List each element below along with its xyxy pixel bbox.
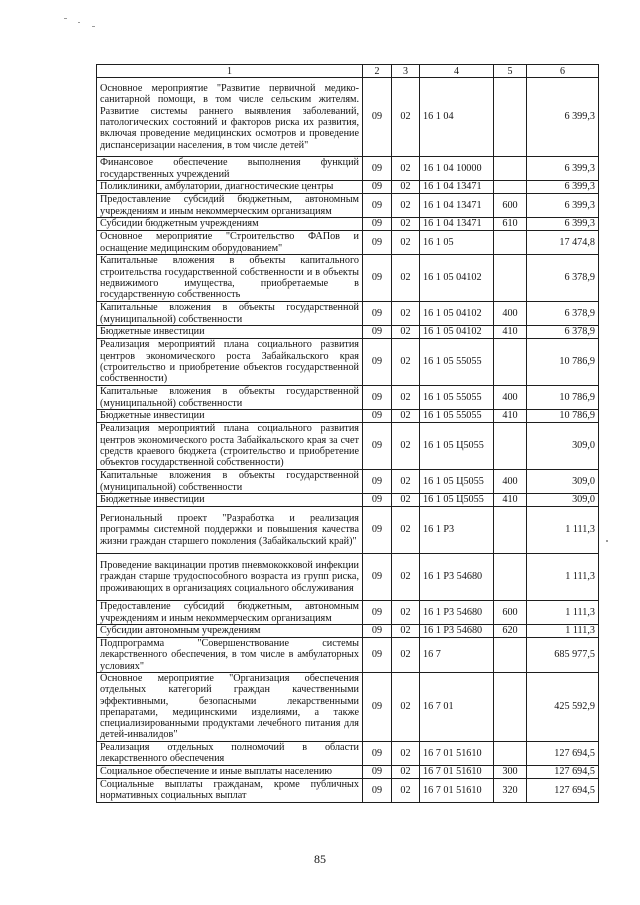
row-section-cell: 09 [363,410,392,423]
row-target-article-cell: 16 1 04 [420,78,494,157]
row-name-cell: Основное мероприятие "Строительство ФАПов и оснащение медицинским оборудованием" [97,231,363,255]
row-name-cell: Социальные выплаты гражданам, кроме публичных нормативных социальных выплат [97,778,363,802]
table-row [97,470,599,494]
row-amount-cell: 685 977,5 [527,638,599,673]
row-section-cell: 09 [363,494,392,507]
row-target-article-cell: 16 1 P3 [420,507,494,554]
row-amount-cell: 309,0 [527,423,599,470]
row-section-cell: 09 [363,181,392,194]
row-name-cell: Реализация отдельных полномочий в области лекарственного обеспечения [97,741,363,765]
row-expense-type-cell [494,157,527,181]
table-row [97,386,599,410]
row-target-article-cell: 16 1 05 55055 [420,339,494,386]
row-amount-cell: 1 111,3 [527,507,599,554]
row-target-article-cell: 16 1 04 10000 [420,157,494,181]
column-header-subsection: 3 [392,65,420,78]
row-section-cell: 09 [363,554,392,601]
row-amount-cell: 6 378,9 [527,255,599,302]
row-subsection-cell: 02 [392,673,420,742]
column-header-expense-type: 5 [494,65,527,78]
table-row [97,157,599,181]
row-target-article-cell: 16 1 04 13471 [420,218,494,231]
row-expense-type-cell [494,181,527,194]
scan-speck [606,540,608,542]
row-expense-type-cell: 320 [494,778,527,802]
row-expense-type-cell [494,507,527,554]
row-subsection-cell: 02 [392,157,420,181]
row-expense-type-cell [494,423,527,470]
row-target-article-cell: 16 7 01 51610 [420,765,494,778]
row-name-cell: Основное мероприятие "Развитие первичной медико-санитарной помощи, в том числе сельским жителям. Развитие системы раннего выявления заболеваний, патологических состояний и факторов риска их развития, включая проведение медицинских осмотров и проведение диспансеризации населения, в том числе детей" [97,78,363,157]
row-target-article-cell: 16 1 04 13471 [420,194,494,218]
row-subsection-cell: 02 [392,326,420,339]
row-expense-type-cell [494,673,527,742]
row-name-cell: Реализация мероприятий плана социального развития центров экономического роста Забайкальского края (строительство и приобретение объектов государственной собственности) [97,339,363,386]
row-amount-cell: 425 592,9 [527,673,599,742]
row-subsection-cell: 02 [392,78,420,157]
row-section-cell: 09 [363,601,392,625]
row-expense-type-cell [494,231,527,255]
scan-speck [78,22,80,23]
row-target-article-cell: 16 1 P3 54680 [420,625,494,638]
row-section-cell: 09 [363,157,392,181]
row-name-cell: Капитальные вложения в объекты государственной (муниципальной) собственности [97,386,363,410]
row-section-cell: 09 [363,339,392,386]
row-target-article-cell: 16 1 05 55055 [420,410,494,423]
row-expense-type-cell [494,638,527,673]
row-expense-type-cell: 610 [494,218,527,231]
row-section-cell: 09 [363,194,392,218]
row-subsection-cell: 02 [392,741,420,765]
row-target-article-cell: 16 7 01 51610 [420,741,494,765]
row-subsection-cell: 02 [392,386,420,410]
table-row [97,507,599,554]
row-section-cell: 09 [363,423,392,470]
row-amount-cell: 1 111,3 [527,625,599,638]
row-section-cell: 09 [363,218,392,231]
row-subsection-cell: 02 [392,507,420,554]
row-section-cell: 09 [363,326,392,339]
row-amount-cell: 1 111,3 [527,554,599,601]
row-amount-cell: 127 694,5 [527,741,599,765]
row-amount-cell: 1 111,3 [527,601,599,625]
table-row [97,638,599,673]
row-subsection-cell: 02 [392,494,420,507]
table-row [97,78,599,157]
row-amount-cell: 6 399,3 [527,181,599,194]
row-subsection-cell: 02 [392,470,420,494]
row-name-cell: Субсидии автономным учреждениям [97,625,363,638]
row-subsection-cell: 02 [392,423,420,470]
table-row [97,410,599,423]
row-section-cell: 09 [363,625,392,638]
table-row [97,601,599,625]
row-name-cell: Бюджетные инвестиции [97,494,363,507]
table-row [97,554,599,601]
row-amount-cell: 10 786,9 [527,410,599,423]
table-row [97,339,599,386]
row-section-cell: 09 [363,741,392,765]
scan-speck [64,18,67,19]
row-name-cell: Региональный проект "Разработка и реализация программы системной поддержки и повышения качества жизни граждан старшего поколения (Забайкальский край)" [97,507,363,554]
row-amount-cell: 6 399,3 [527,157,599,181]
row-expense-type-cell [494,741,527,765]
row-target-article-cell: 16 1 05 04102 [420,255,494,302]
table-row [97,765,599,778]
row-expense-type-cell [494,339,527,386]
row-subsection-cell: 02 [392,601,420,625]
row-target-article-cell: 16 7 01 51610 [420,778,494,802]
row-subsection-cell: 02 [392,194,420,218]
row-name-cell: Основное мероприятие "Организация обеспечения отдельных категорий граждан качественными эффективными, безопасными лекарственными препаратами, медицинскими изделиями, а также специализированными продуктами лечебного питания для детей-инвалидов" [97,673,363,742]
row-name-cell: Бюджетные инвестиции [97,410,363,423]
row-subsection-cell: 02 [392,410,420,423]
row-target-article-cell: 16 7 [420,638,494,673]
row-expense-type-cell: 410 [494,494,527,507]
row-target-article-cell: 16 1 05 Ц5055 [420,423,494,470]
row-name-cell: Предоставление субсидий бюджетным, автономным учреждениям и иным некоммерческим организациям [97,601,363,625]
table-row [97,194,599,218]
budget-table [96,64,599,803]
row-section-cell: 09 [363,507,392,554]
row-expense-type-cell: 400 [494,470,527,494]
row-amount-cell: 17 474,8 [527,231,599,255]
row-name-cell: Социальное обеспечение и иные выплаты населению [97,765,363,778]
row-section-cell: 09 [363,231,392,255]
row-name-cell: Поликлиники, амбулатории, диагностические центры [97,181,363,194]
row-expense-type-cell: 600 [494,601,527,625]
row-subsection-cell: 02 [392,339,420,386]
row-subsection-cell: 02 [392,255,420,302]
row-name-cell: Подпрограмма "Совершенствование системы лекарственного обеспечения, в том числе в амбулаторных условиях" [97,638,363,673]
row-section-cell: 09 [363,765,392,778]
table-row [97,218,599,231]
column-header-target-article: 4 [420,65,494,78]
row-subsection-cell: 02 [392,778,420,802]
row-subsection-cell: 02 [392,638,420,673]
row-amount-cell: 10 786,9 [527,386,599,410]
row-expense-type-cell: 410 [494,326,527,339]
row-subsection-cell: 02 [392,231,420,255]
row-subsection-cell: 02 [392,554,420,601]
row-section-cell: 09 [363,302,392,326]
table-row [97,231,599,255]
row-expense-type-cell [494,255,527,302]
table-row [97,494,599,507]
row-name-cell: Реализация мероприятий плана социального развития центров экономического роста Забайкальского края за счет средств краевого бюджета (строительство и приобретение объектов государственной собственности) [97,423,363,470]
row-expense-type-cell: 300 [494,765,527,778]
row-subsection-cell: 02 [392,625,420,638]
row-amount-cell: 309,0 [527,470,599,494]
row-section-cell: 09 [363,386,392,410]
row-section-cell: 09 [363,255,392,302]
row-section-cell: 09 [363,638,392,673]
table-header-row [97,65,599,78]
row-amount-cell: 6 378,9 [527,302,599,326]
row-target-article-cell: 16 1 05 55055 [420,386,494,410]
scan-speck [92,26,95,27]
table-row [97,181,599,194]
row-target-article-cell: 16 1 05 [420,231,494,255]
row-expense-type-cell [494,554,527,601]
row-name-cell: Капитальные вложения в объекты государственной (муниципальной) собственности [97,470,363,494]
row-amount-cell: 6 399,3 [527,194,599,218]
row-amount-cell: 127 694,5 [527,778,599,802]
row-name-cell: Субсидии бюджетным учреждениям [97,218,363,231]
row-expense-type-cell: 620 [494,625,527,638]
row-amount-cell: 6 399,3 [527,218,599,231]
table-row [97,625,599,638]
row-name-cell: Предоставление субсидий бюджетным, автономным учреждениям и иным некоммерческим организациям [97,194,363,218]
row-amount-cell: 309,0 [527,494,599,507]
row-target-article-cell: 16 1 05 04102 [420,302,494,326]
row-expense-type-cell: 400 [494,302,527,326]
row-name-cell: Капитальные вложения в объекты государственной (муниципальной) собственности [97,302,363,326]
row-target-article-cell: 16 1 05 04102 [420,326,494,339]
row-expense-type-cell [494,78,527,157]
row-section-cell: 09 [363,778,392,802]
row-expense-type-cell: 600 [494,194,527,218]
row-target-article-cell: 16 7 01 [420,673,494,742]
row-amount-cell: 10 786,9 [527,339,599,386]
column-header-amount: 6 [527,65,599,78]
row-subsection-cell: 02 [392,181,420,194]
table-row [97,741,599,765]
row-amount-cell: 127 694,5 [527,765,599,778]
row-section-cell: 09 [363,673,392,742]
column-header-section: 2 [363,65,392,78]
row-subsection-cell: 02 [392,302,420,326]
table-row [97,326,599,339]
row-expense-type-cell: 400 [494,386,527,410]
row-target-article-cell: 16 1 P3 54680 [420,601,494,625]
row-amount-cell: 6 378,9 [527,326,599,339]
row-name-cell: Бюджетные инвестиции [97,326,363,339]
row-name-cell: Проведение вакцинации против пневмококковой инфекции граждан старше трудоспособного возраста из групп риска, проживающих в организациях социального обслуживания [97,554,363,601]
row-amount-cell: 6 399,3 [527,78,599,157]
row-name-cell: Финансовое обеспечение выполнения функций государственных учреждений [97,157,363,181]
row-section-cell: 09 [363,470,392,494]
row-target-article-cell: 16 1 04 13471 [420,181,494,194]
row-name-cell: Капитальные вложения в объекты капитального строительства государственной собственности и в объекты недвижимого имущества, приобретаемые в государственную собственность [97,255,363,302]
row-target-article-cell: 16 1 P3 54680 [420,554,494,601]
row-target-article-cell: 16 1 05 Ц5055 [420,470,494,494]
row-subsection-cell: 02 [392,765,420,778]
table-row [97,302,599,326]
row-target-article-cell: 16 1 05 Ц5055 [420,494,494,507]
row-subsection-cell: 02 [392,218,420,231]
row-expense-type-cell: 410 [494,410,527,423]
table-body [97,78,599,803]
table-row [97,778,599,802]
row-section-cell: 09 [363,78,392,157]
table-row [97,673,599,742]
column-header-name: 1 [97,65,363,78]
table-row [97,423,599,470]
page-number: 85 [314,852,326,866]
table-row [97,255,599,302]
